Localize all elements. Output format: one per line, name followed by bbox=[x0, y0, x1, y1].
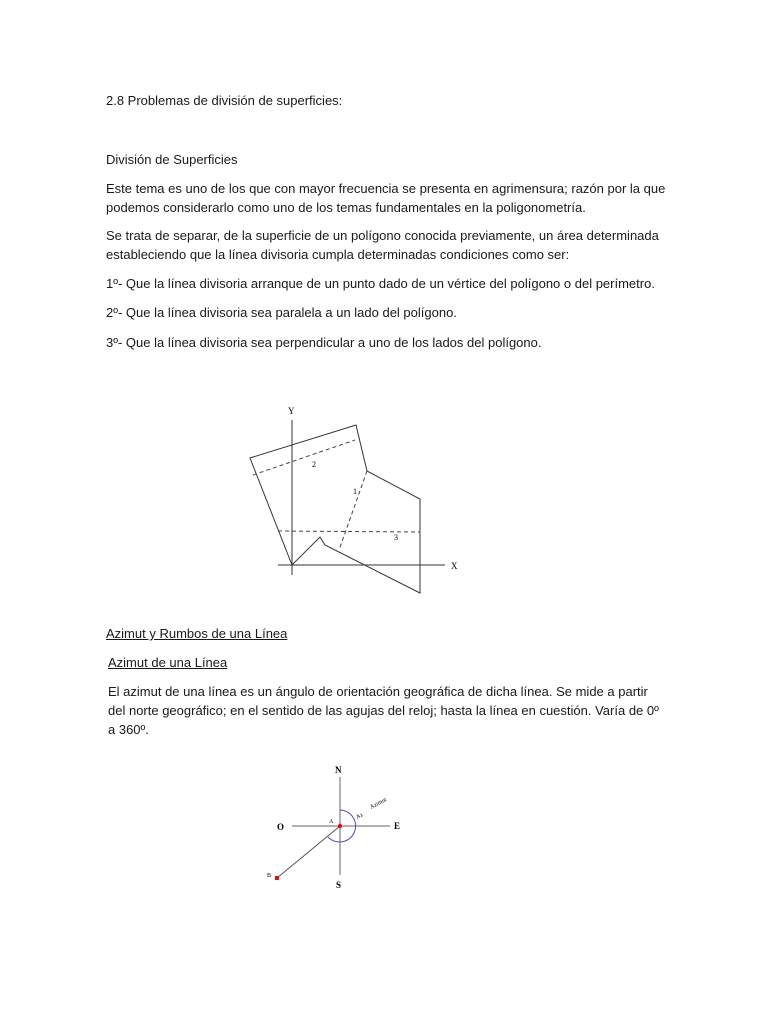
point-a-label: A bbox=[329, 819, 334, 825]
angle-label: Az bbox=[355, 812, 365, 821]
heading-azimut: Azimut de una Línea bbox=[108, 655, 228, 670]
subtitle: División de Superficies bbox=[106, 152, 238, 167]
condition-item: 3º- Que la línea divisoria sea perpendicular a uno de los lados del polígono. bbox=[106, 335, 542, 350]
south-label: S bbox=[336, 880, 342, 890]
azimuth-diagram bbox=[258, 755, 424, 910]
x-axis-label: X bbox=[451, 561, 458, 571]
y-axis-label: Y bbox=[288, 406, 295, 416]
condition-item: 2º- Que la línea divisoria sea paralela a un lado del polígono. bbox=[106, 305, 457, 320]
arc-label: Azimut bbox=[369, 797, 388, 811]
line-label-1: 1 bbox=[353, 487, 357, 496]
section-title: 2.8 Problemas de división de superficies: bbox=[106, 93, 343, 108]
paragraph-1: Este tema es uno de los que con mayor frecuencia se presenta en agrimensura; razón por la que podemos considerarlo como uno de los temas fundamentales en la poligonometría. bbox=[106, 181, 666, 215]
line-label-2: 2 bbox=[312, 460, 316, 469]
point-a-marker bbox=[338, 824, 342, 828]
point-b-label: B bbox=[267, 873, 272, 879]
north-label: N bbox=[335, 765, 342, 775]
paragraph-2: Se trata de separar, de la superficie de un polígono conocida previamente, un área determinada estableciendo que la línea divisoria cumpla determinadas condiciones como ser: bbox=[106, 228, 659, 262]
east-label: E bbox=[394, 821, 401, 831]
condition-item: 1º- Que la línea divisoria arranque de un punto dado de un vértice del polígono o del perímetro. bbox=[106, 276, 655, 291]
polygon-division-diagram bbox=[240, 395, 476, 600]
west-label: O bbox=[277, 822, 285, 832]
point-b-marker bbox=[275, 876, 279, 880]
paragraph-3: El azimut de una línea es un ángulo de orientación geográfica de dicha línea. Se mide a partir del norte geográfico; en el sentido de las agujas del reloj; hasta la línea en cuestión. Varía de 0º a 360º. bbox=[108, 684, 659, 737]
line-label-3: 3 bbox=[394, 533, 398, 542]
heading-azimut-rumbos: Azimut y Rumbos de una Línea bbox=[106, 626, 288, 641]
line-a-b bbox=[277, 826, 340, 878]
